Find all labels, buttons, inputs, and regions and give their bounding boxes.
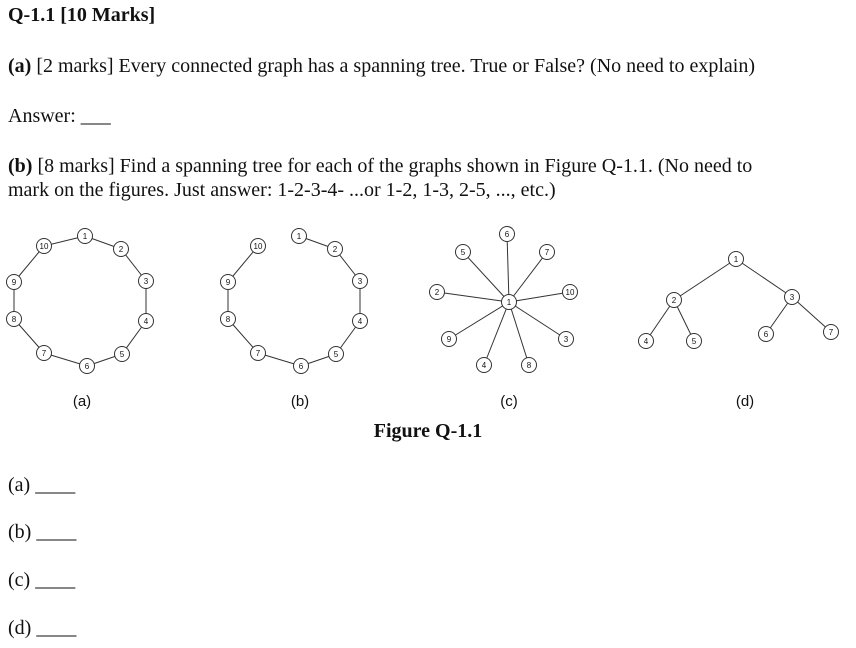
graph-b-node-9-label: 9 (225, 278, 231, 287)
answer-d-blank[interactable]: ____ (36, 617, 77, 639)
graph-c-edge-1-8 (509, 302, 529, 365)
graph-b-node-6-label: 6 (298, 362, 304, 371)
graph-c-node-7-label: 7 (544, 248, 550, 257)
graph-c-node-3-label: 3 (563, 335, 569, 344)
graph-b-node-8-label: 8 (225, 315, 231, 324)
part-b-question-cont (8, 179, 556, 202)
part-a-question (8, 55, 755, 78)
figure-caption: Figure Q-1.1 (373, 420, 483, 442)
graph-b-node-5-label: 5 (333, 350, 339, 359)
part-b-question (8, 153, 848, 179)
answer-c-line (8, 569, 75, 592)
answer-b-label: (b) (8, 521, 32, 543)
graph-a-node-8-label: 8 (11, 315, 17, 324)
graph-c-edge-1-7 (509, 252, 547, 302)
graph-d-edge-1-3 (736, 259, 792, 297)
sub-caption-b: (b) (290, 393, 310, 410)
graph-b-node-1-label: 1 (296, 232, 302, 241)
answer-a-blank[interactable]: ____ (35, 474, 76, 496)
part-b-text-line2: mark on the figures. Just answer: 1-2-3-4- ...or 1-2, 1-3, 2-5, ..., etc.) (8, 179, 556, 201)
answer-b-blank[interactable]: ____ (36, 521, 77, 543)
question-marks: [10 Marks] (60, 4, 156, 26)
graph-c-edge-1-6 (507, 234, 509, 302)
graph-a-node-1-label: 1 (82, 232, 88, 241)
answer-blank[interactable]: ___ (80, 105, 111, 127)
graph-a-node-7-label: 7 (41, 349, 47, 358)
graph-c-edge-1-5 (463, 252, 509, 302)
answer-d-label: (d) (8, 617, 32, 639)
part-b-text-line1: [8 marks] Find a spanning tree for each of the graphs shown in Figure Q-1.1. (No need to (37, 155, 753, 177)
graph-d-node-5-label: 5 (691, 337, 697, 346)
graph-a-node-5-label: 5 (119, 350, 125, 359)
graph-d-node-7-label: 7 (828, 328, 834, 337)
sub-caption-a: (a) (72, 393, 92, 410)
question-heading (8, 4, 155, 27)
graph-c-node-9-label: 9 (446, 335, 452, 344)
graph-b-node-4-label: 4 (357, 317, 363, 326)
graph-b-node-10-label: 10 (253, 242, 263, 251)
graph-c-edge-1-4 (484, 302, 509, 365)
graph-c-edge-1-10 (509, 292, 570, 302)
graph-a-node-4-label: 4 (143, 317, 149, 326)
graph-a-node-2-label: 2 (118, 245, 124, 254)
graph-b-node-3-label: 3 (357, 277, 363, 286)
answer-c-blank[interactable]: ____ (35, 569, 76, 591)
graph-c-node-2-label: 2 (434, 288, 440, 297)
graph-c-node-1-label: 1 (506, 298, 512, 307)
graph-d-edge-1-2 (674, 259, 736, 300)
graph-c-edge-1-3 (509, 302, 566, 339)
graph-d-node-2-label: 2 (671, 296, 677, 305)
figure-q-1-1 (0, 222, 856, 422)
graph-a-node-9-label: 9 (11, 278, 17, 287)
answer-b-line (8, 521, 76, 544)
question-number: Q-1.1 (8, 4, 56, 26)
sub-caption-d: (d) (735, 393, 755, 410)
graph-d-node-1-label: 1 (733, 255, 739, 264)
sub-caption-c: (c) (500, 393, 518, 410)
answer-label: Answer: (8, 105, 76, 127)
graph-c-node-8-label: 8 (526, 361, 532, 370)
answer-c-label: (c) (8, 569, 31, 591)
graph-c-node-10-label: 10 (565, 288, 575, 297)
graph-d-node-4-label: 4 (643, 337, 649, 346)
graph-c-node-4-label: 4 (481, 361, 487, 370)
graph-a-node-6-label: 6 (84, 362, 90, 371)
graph-c-edge-1-2 (437, 292, 509, 302)
part-a-label: (a) (8, 55, 32, 77)
graph-a-node-3-label: 3 (143, 277, 149, 286)
graph-b-node-2-label: 2 (332, 245, 338, 254)
graph-c-edge-1-9 (449, 302, 509, 339)
answer-a-line (8, 474, 75, 497)
graph-c-node-5-label: 5 (460, 248, 466, 257)
answer-a-label: (a) (8, 474, 31, 496)
part-a-answer (8, 105, 111, 128)
graph-a-node-10-label: 10 (39, 242, 49, 251)
part-b-label: (b) (8, 155, 33, 177)
graph-c-node-6-label: 6 (504, 230, 510, 239)
graph-d-node-3-label: 3 (789, 293, 795, 302)
graph-d-node-6-label: 6 (763, 330, 769, 339)
answer-d-line (8, 617, 76, 640)
graph-b-node-7-label: 7 (255, 349, 261, 358)
part-a-text: [2 marks] Every connected graph has a spanning tree. True or False? (No need to explain) (36, 55, 755, 77)
